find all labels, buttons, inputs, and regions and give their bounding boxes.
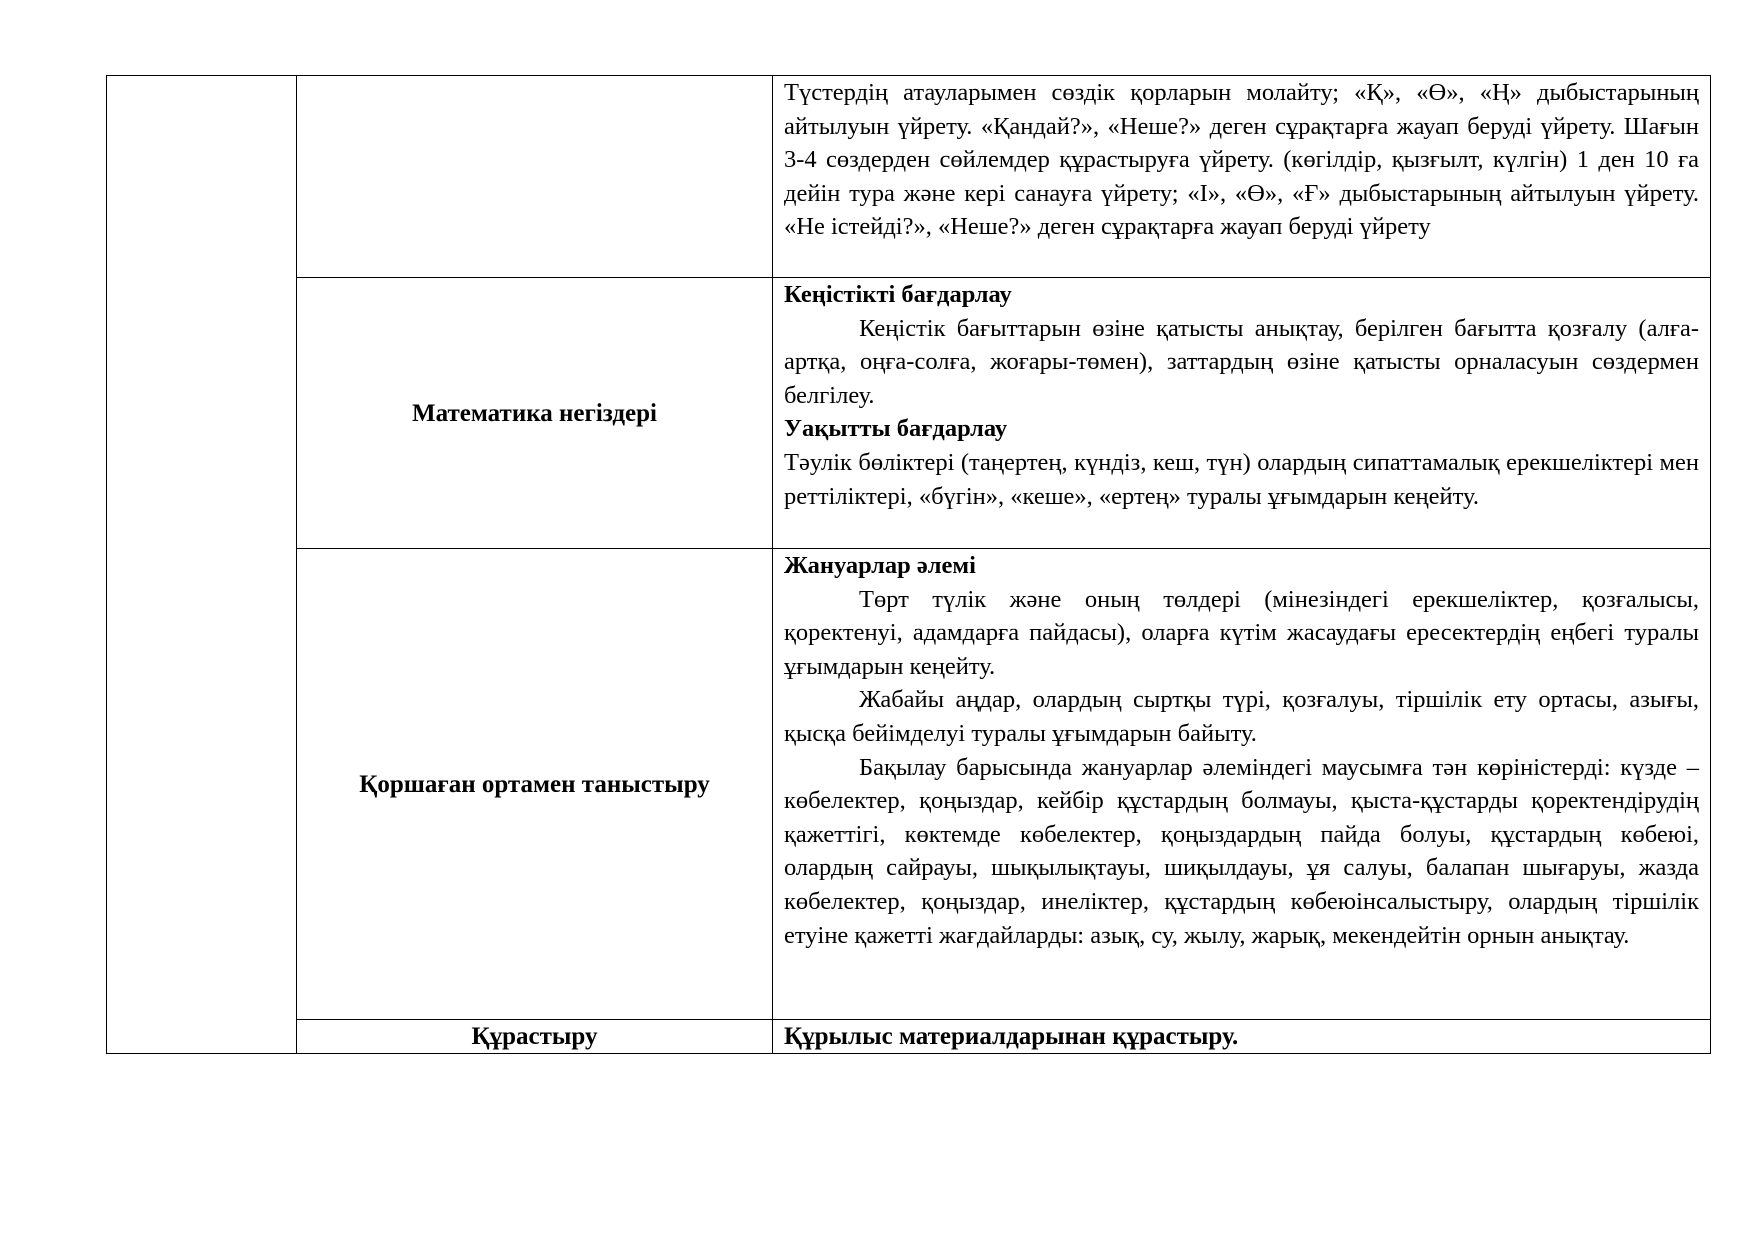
paragraph: Тәулік бөліктері (таңертең, күндіз, кеш, түн) олардың сипаттамалық ерекшеліктері мен реттіліктері, «бүгін», «кеше», «ертең» туралы ұғымдарын кеңейту. [784, 448, 1699, 510]
table-row [107, 549, 1711, 1020]
content-cell [773, 278, 1711, 549]
section-heading: Жануарлар әлемі [784, 552, 976, 579]
subject-cell: Математика негіздері [297, 278, 773, 549]
table-row [107, 278, 1711, 549]
content-text: Түстердің атауларымен сөздік қорларын молайту; «Қ», «Ө», «Ң» дыбыстарының айтылуын үйрету. «Қандай?», «Неше?» деген сұрақтарға жауап беруді үйрету. Шағын 3-4 сөздерден сөйлемдер құрастыруға үйрету. (көгілдір, қызғылт, күлгін) 1 ден 10 ға дейін тура және кері санауға үйрету; «І», «Ө», «Ғ» дыбыстарының айтылуын үйрету. «Не істейді?», «Неше?» деген сұрақтарға жауап беруді үйрету [784, 79, 1699, 241]
subject-cell: Құрастыру [297, 1020, 773, 1054]
content-cell [773, 549, 1711, 1020]
curriculum-table [106, 75, 1711, 1054]
paragraph: Жабайы аңдар, олардың сыртқы түрі, қозғалуы, тіршілік ету ортасы, азығы, қысқа бейімделуі туралы ұғымдарын байыту. [784, 686, 1699, 747]
table-row [107, 76, 1711, 278]
content-cell [773, 1020, 1711, 1054]
section-heading: Кеңістікті бағдарлау [784, 281, 1012, 308]
blank-first-column-cell [107, 76, 297, 1054]
empty-subject-cell [297, 76, 773, 278]
paragraph: Төрт түлік және оның төлдері (мінезіндегі ерекшеліктер, қозғалысы, қоректенуі, адамдарға пайдасы), оларға күтім жасаудағы ересектердің еңбегі туралы ұғымдарын кеңейту. [784, 585, 1699, 680]
content-text: Құрылыс материалдарынан құрастыру. [784, 1023, 1239, 1050]
content-cell [773, 76, 1711, 278]
table-row [107, 1020, 1711, 1054]
section-heading: Уақытты бағдарлау [784, 415, 1008, 443]
paragraph: Бақылау барысында жануарлар әлеміндегі маусымға тән көріністерді: күзде – көбелектер, қоңыздар, кейбір құстардың болмауы, қыста-құстарды қоректендірудің қажеттігі, көктемде көбелектер, қоңыздардың пайда болуы, құстардың көбеюі, олардың сайрауы, шықылықтауы, шиқылдауы, ұя салуы, балапан шығаруы, жазда көбелектер, қоңыздар, инеліктер, құстардың көбеюінсалыстыру, олардың тіршілік етуіне қажетті жағдайларды: азық, су, жылу, жарық, мекендейтін орнын анықтау. [784, 753, 1699, 949]
paragraph: Кеңістік бағыттарын өзіне қатысты анықтау, берілген бағытта қозғалу (алға-артқа, оңға-солға, жоғары-төмен), заттардың өзіне қатысты орналасуын сөздермен белгілеу. [784, 314, 1699, 409]
subject-cell: Қоршаған ортамен таныстыру [297, 549, 773, 1020]
